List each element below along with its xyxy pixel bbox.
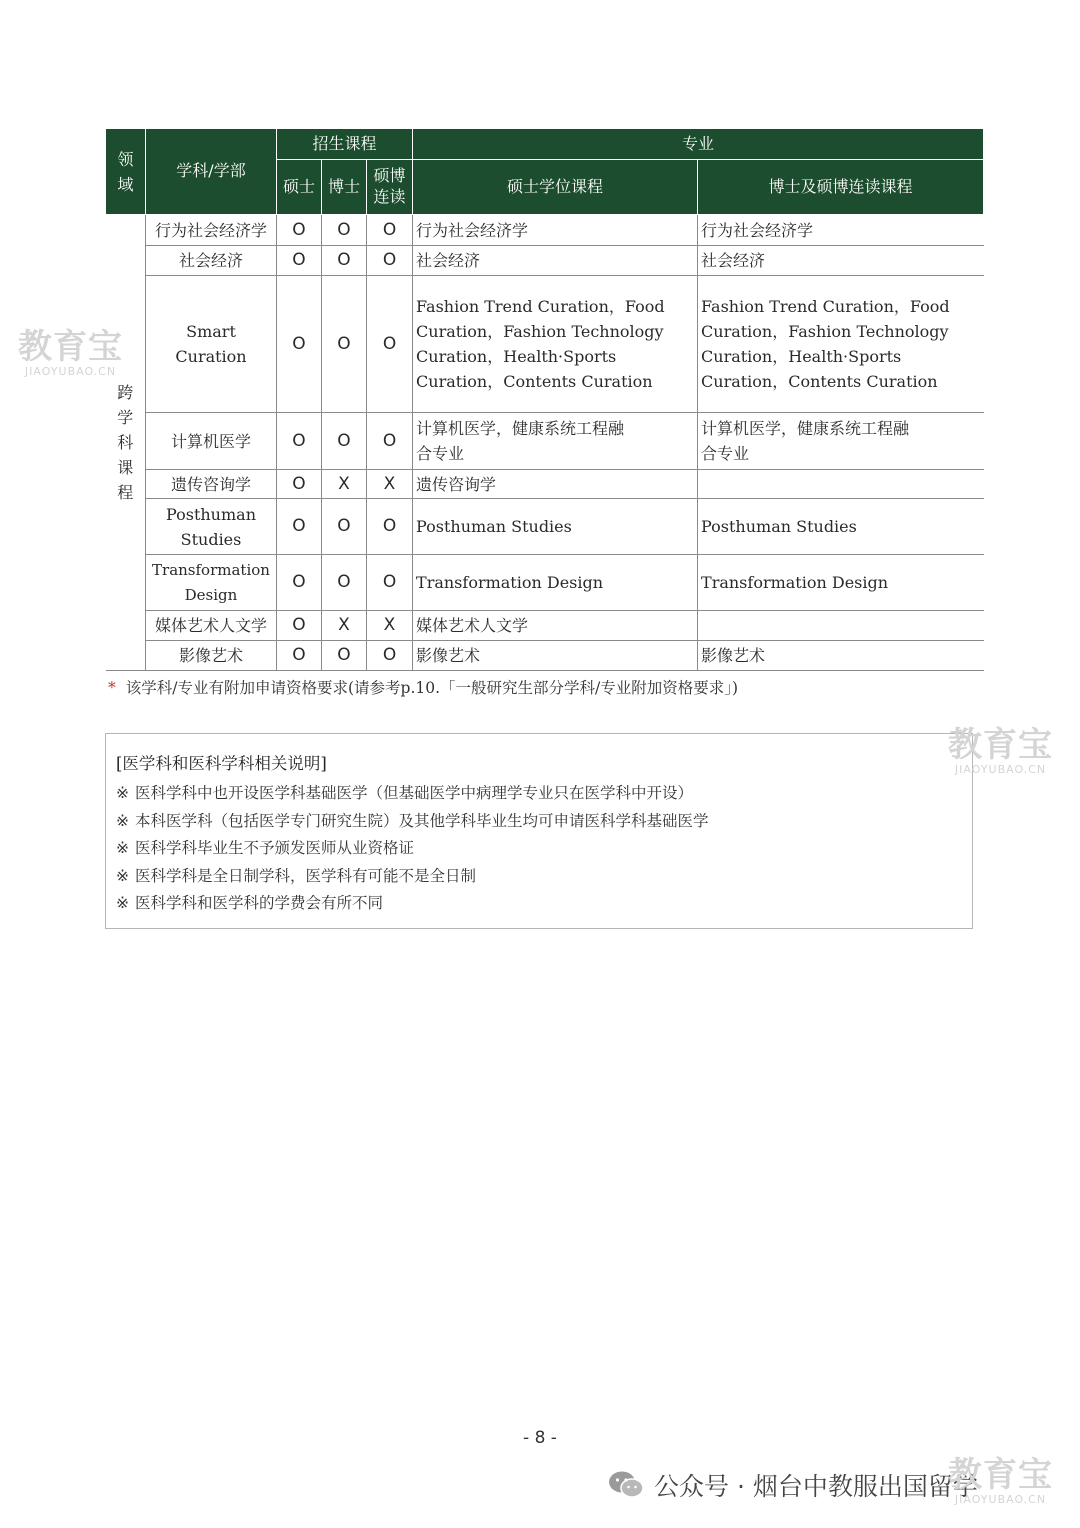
combined-mark: O bbox=[367, 499, 413, 555]
note-ref-mark: ※ bbox=[116, 894, 129, 912]
doctor-major-cell: 行为社会经济学 bbox=[698, 215, 984, 246]
program-table bbox=[105, 128, 984, 671]
combined-mark: O bbox=[367, 215, 413, 246]
note-item bbox=[116, 808, 962, 836]
watermark-en: JIAOYUBAO.CN bbox=[954, 1493, 1047, 1506]
table-row bbox=[106, 611, 984, 641]
master-mark: O bbox=[277, 499, 322, 555]
doctor-mark: O bbox=[322, 276, 367, 413]
doctor-major-cell: 影像艺术 bbox=[698, 641, 984, 671]
doctor-major-cell: Posthuman Studies bbox=[698, 499, 984, 555]
watermark-cn: 教育宝 bbox=[948, 725, 1053, 765]
dept-cell: 计算机医学 bbox=[146, 413, 277, 470]
dept-cell: 社会经济 bbox=[146, 246, 277, 276]
doctor-mark: X bbox=[322, 611, 367, 641]
master-major-cell: Transformation Design bbox=[413, 555, 698, 611]
doctor-mark: O bbox=[322, 499, 367, 555]
combined-mark: O bbox=[367, 641, 413, 671]
dept-cell: 影像艺术 bbox=[146, 641, 277, 671]
watermark-en: JIAOYUBAO.CN bbox=[24, 365, 117, 378]
master-mark: O bbox=[277, 555, 322, 611]
watermark-right bbox=[948, 725, 1053, 776]
master-major-cell: 行为社会经济学 bbox=[413, 215, 698, 246]
table-row bbox=[106, 413, 984, 470]
note-text: 医科学科和医学科的学费会有所不同 bbox=[135, 894, 384, 912]
doctor-major-cell: Transformation Design bbox=[698, 555, 984, 611]
area-cell bbox=[106, 215, 146, 671]
combined-mark: O bbox=[367, 246, 413, 276]
note-text: 医科学科中也开设医学科基础医学（但基础医学中病理学专业只在医学科中开设） bbox=[135, 784, 694, 802]
table-row bbox=[106, 641, 984, 671]
footer-text: 公众号 · 烟台中教服出国留学 bbox=[654, 1472, 978, 1501]
wechat-icon bbox=[608, 1470, 644, 1500]
table-row bbox=[106, 276, 984, 413]
master-major-cell: 媒体艺术人文学 bbox=[413, 611, 698, 641]
note-item bbox=[116, 835, 962, 863]
note-text: 本科医学科（包括医学专门研究生院）及其他学科毕业生均可申请医科学科基础医学 bbox=[135, 811, 709, 830]
medical-notes-box bbox=[105, 733, 973, 929]
doctor-major-cell bbox=[698, 470, 984, 499]
master-major-cell: 影像艺术 bbox=[413, 641, 698, 671]
doctor-mark: O bbox=[322, 215, 367, 246]
note-item bbox=[116, 780, 962, 808]
watermark-en: JIAOYUBAO.CN bbox=[954, 763, 1047, 776]
footnote-mark: * bbox=[108, 679, 116, 697]
doctor-mark: O bbox=[322, 641, 367, 671]
note-ref-mark: ※ bbox=[116, 784, 129, 802]
doctor-major-cell: 计算机医学，健康系统工程融合专业 bbox=[698, 413, 984, 470]
dept-cell: 媒体艺术人文学 bbox=[146, 611, 277, 641]
watermark-left bbox=[18, 327, 123, 378]
dept-cell: 行为社会经济学 bbox=[146, 215, 277, 246]
watermark-cn: 教育宝 bbox=[948, 1455, 1053, 1495]
note-text: 医科学科毕业生不予颁发医师从业资格证 bbox=[135, 839, 415, 857]
header-doctor-courses: 博士及硕博连读课程 bbox=[698, 160, 984, 215]
master-mark: O bbox=[277, 215, 322, 246]
watermark-cn: 教育宝 bbox=[18, 327, 123, 367]
header-major-group: 专业 bbox=[413, 129, 984, 160]
header-area: 领域 bbox=[106, 129, 146, 215]
doctor-mark: O bbox=[322, 413, 367, 470]
footnote bbox=[108, 676, 738, 698]
header-doctor: 博士 bbox=[322, 160, 367, 215]
combined-mark: O bbox=[367, 555, 413, 611]
notes-title: [医学科和医科学科相关说明] bbox=[116, 754, 327, 773]
note-text: 医科学科是全日制学科，医学科有可能不是全日制 bbox=[135, 866, 477, 885]
table-row bbox=[106, 246, 984, 276]
doctor-major-cell bbox=[698, 611, 984, 641]
header-combined: 硕博连读 bbox=[367, 160, 413, 215]
dept-cell: Transformation Design bbox=[146, 555, 277, 611]
master-mark: O bbox=[277, 611, 322, 641]
combined-mark: X bbox=[367, 611, 413, 641]
master-major-cell: Posthuman Studies bbox=[413, 499, 698, 555]
page-number: - 8 - bbox=[523, 1428, 557, 1448]
header-programs-group: 招生课程 bbox=[277, 129, 413, 160]
doctor-mark: O bbox=[322, 555, 367, 611]
combined-mark: X bbox=[367, 470, 413, 499]
doctor-major-cell: Fashion Trend Curation，Food Curation，Fashion Technology Curation，Health·Sports Curation，Contents Curation bbox=[698, 276, 984, 413]
doctor-major-cell: 社会经济 bbox=[698, 246, 984, 276]
note-item bbox=[116, 863, 962, 891]
master-mark: O bbox=[277, 276, 322, 413]
header-master-courses: 硕士学位课程 bbox=[413, 160, 698, 215]
table-row bbox=[106, 555, 984, 611]
master-major-cell: 遗传咨询学 bbox=[413, 470, 698, 499]
combined-mark: O bbox=[367, 276, 413, 413]
note-ref-mark: ※ bbox=[116, 839, 129, 857]
dept-cell: 遗传咨询学 bbox=[146, 470, 277, 499]
footer-account bbox=[608, 1468, 978, 1502]
doctor-mark: X bbox=[322, 470, 367, 499]
master-mark: O bbox=[277, 470, 322, 499]
master-mark: O bbox=[277, 413, 322, 470]
combined-mark: O bbox=[367, 413, 413, 470]
table-row bbox=[106, 215, 984, 246]
master-major-cell: 计算机医学，健康系统工程融合专业 bbox=[413, 413, 698, 470]
watermark-footer bbox=[948, 1455, 1053, 1506]
note-ref-mark: ※ bbox=[116, 866, 129, 885]
dept-cell: Smart Curation bbox=[146, 276, 277, 413]
dept-cell: Posthuman Studies bbox=[146, 499, 277, 555]
footnote-text: 该学科/专业有附加申请资格要求(请参考p.10.「一般研究生部分学科/专业附加资格要求」) bbox=[125, 679, 739, 697]
master-mark: O bbox=[277, 246, 322, 276]
table-row bbox=[106, 470, 984, 499]
note-item bbox=[116, 890, 962, 918]
header-master: 硕士 bbox=[277, 160, 322, 215]
master-mark: O bbox=[277, 641, 322, 671]
program-table-container bbox=[105, 128, 983, 671]
note-ref-mark: ※ bbox=[116, 811, 129, 830]
doctor-mark: O bbox=[322, 246, 367, 276]
table-row bbox=[106, 499, 984, 555]
area-label: 跨学科课程 bbox=[117, 383, 134, 502]
master-major-cell: Fashion Trend Curation，Food Curation，Fashion Technology Curation，Health·Sports Curation，Contents Curation bbox=[413, 276, 698, 413]
header-dept: 学科/学部 bbox=[146, 129, 277, 215]
master-major-cell: 社会经济 bbox=[413, 246, 698, 276]
